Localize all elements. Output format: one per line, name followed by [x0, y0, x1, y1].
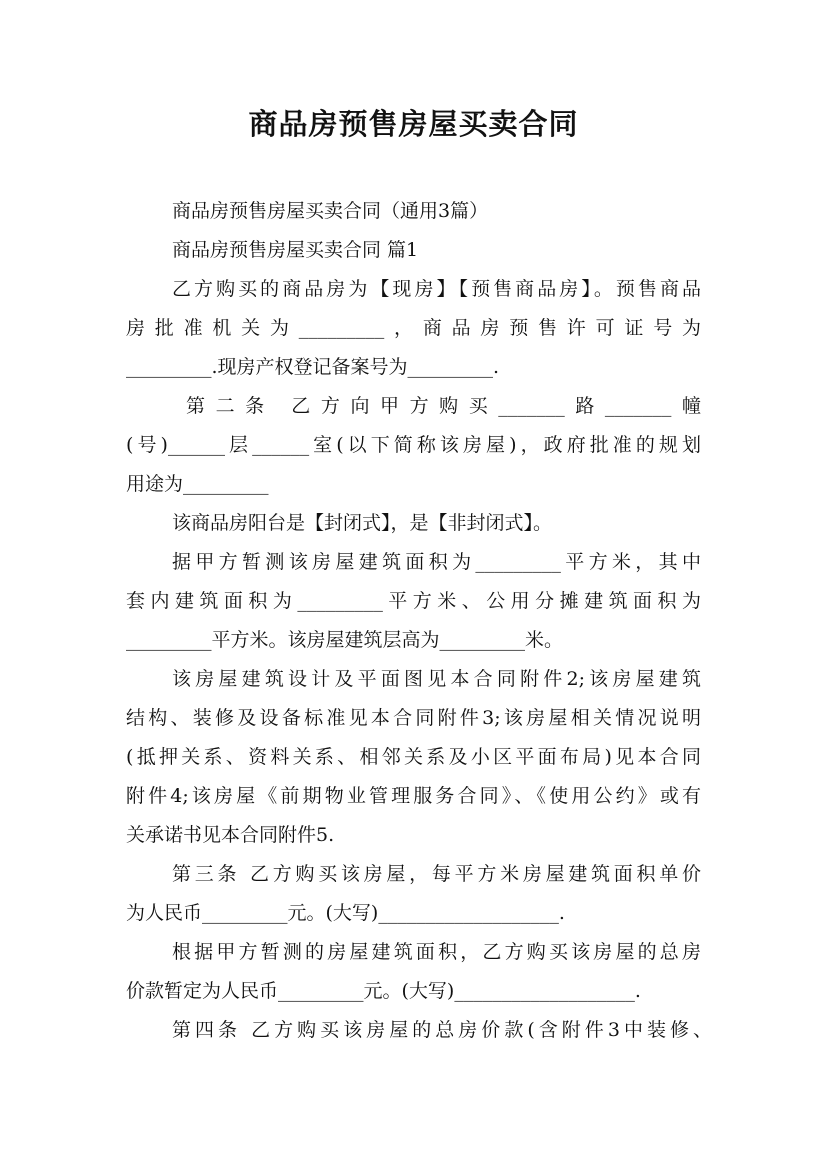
paragraph-line: 关承诺书见本合同附件5. — [126, 824, 335, 846]
article-three-line: 第三条 乙方购买该房屋，每平方米房屋建筑面积单价 — [172, 863, 701, 885]
document-title: 商品房预售房屋买卖合同 — [248, 107, 579, 141]
paragraph-line: _________.现房产权登记备案号为_________. — [126, 356, 500, 378]
paragraph-line: 房批准机关为_________，商品房预售许可证号为 — [126, 317, 701, 339]
paragraph-line: 据甲方暂测该房屋建筑面积为_________平方米，其中 — [172, 551, 701, 573]
article-two-line: 第二条 乙方向甲方购买_______路_______幢 — [186, 395, 701, 417]
paragraph-line: 为人民币_________元。(大写)___________________. — [126, 902, 565, 924]
paragraph-line: 用途为_________ — [126, 473, 269, 495]
paragraph-line: 乙方购买的商品房为【现房】【预售商品房】。预售商品 — [172, 278, 701, 300]
paragraph-line: 该房屋建筑设计及平面图见本合同附件2;该房屋建筑 — [172, 668, 701, 690]
paragraph-line: 套内建筑面积为_________平方米、公用分摊建筑面积为 — [126, 590, 701, 612]
paragraph-line: 结构、装修及设备标准见本合同附件3;该房屋相关情况说明 — [126, 707, 701, 729]
paragraph-line: 附件4;该房屋《前期物业管理服务合同》、《使用公约》或有 — [126, 785, 701, 807]
paragraph-line: 价款暂定为人民币_________元。(大写)___________________. — [126, 980, 641, 1002]
article-four-line: 第四条 乙方购买该房屋的总房价款(含附件3中装修、 — [172, 1019, 712, 1041]
section-heading: 商品房预售房屋买卖合同 篇1 — [172, 239, 419, 261]
paragraph-line: (抵押关系、资料关系、相邻关系及小区平面布局)见本合同 — [126, 746, 701, 768]
subtitle-line: 商品房预售房屋买卖合同（通用3篇） — [172, 200, 489, 222]
paragraph-line: _________平方米。该房屋建筑层高为_________米。 — [126, 629, 564, 651]
paragraph-line: 根据甲方暂测的房屋建筑面积，乙方购买该房屋的总房 — [172, 941, 701, 963]
paragraph-line: (号)______层______室(以下简称该房屋)，政府批准的规划 — [126, 434, 701, 456]
paragraph-line: 该商品房阳台是【封闭式】，是【非封闭式】。 — [172, 512, 553, 534]
